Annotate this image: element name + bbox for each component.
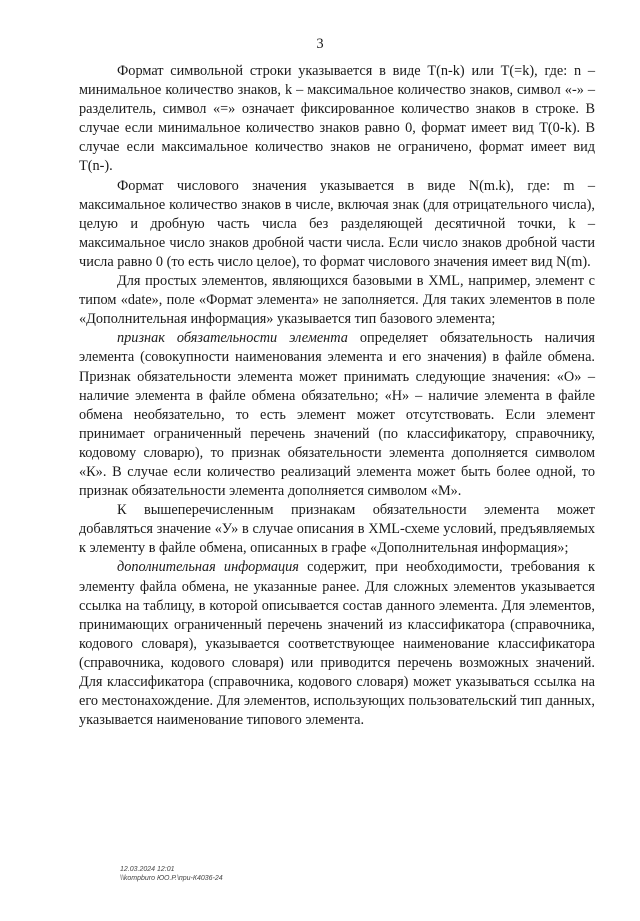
page-number: 3 [316, 36, 324, 52]
paragraph-additional-info [79, 558, 595, 730]
footer-stamp [120, 865, 223, 883]
paragraph-required-flag [79, 329, 595, 501]
paragraph-simple-elements: Для простых элементов, являющихся базовыми в XML, например, элемент с типом «date», поле «Формат элемента» не заполняется. Для таких элементов в поле «Дополнительная информация» указывается тип базового элемента; [79, 273, 595, 328]
paragraph-u-value: К вышеперечисленным признакам обязательности элемента может добавляться значение «У» в случае описания в XML-схеме условий, предъявляемых к элементу в файле обмена, описанных в графе «Дополнительная информация»; [79, 502, 595, 557]
footer-file-path: \\kompburo ЮО.Р.\при-К4036-24 [120, 875, 223, 882]
paragraph-required-flag-text: определяет обязательность наличия элемента (совокупности наименования элемента и его значения) в файле обмена. Признак обязательности элемента может принимать следующие значения: «О» – наличие элемента в файле обмена обязательно; «Н» – наличие элемента в файле обмена необязательно, то есть элемент может отсутствовать. Если элемент принимает ограниченный перечень значений (по классификатору, справочнику, кодовому словарю), то признак обязательности элемента дополняется символом «К». В случае если количество реализаций элемента может быть более одной, то признак обязательности элемента дополняется символом «М». [79, 330, 595, 500]
paragraph-numeric-format: Формат числового значения указывается в виде N(m.k), где: m – максимальное количество знаков в числе, включая знак (для отрицательного числа), целую и дробную часть числа без разделяющей десятичной точки, k – максимальное число знаков дробной части числа. Если число знаков дробной части числа равно 0 (то есть число целое), то формат числового значения имеет вид N(m). [79, 177, 595, 270]
term-additional-info: дополнительная информация [117, 559, 299, 576]
paragraph-additional-info-text: содержит, при необходимости, требования к элементу файла обмена, не указанные ранее. Для сложных элементов указывается ссылка на таблицу, в которой описывается состав данного элемента. Для элементов, принимающих ограниченный перечень значений из классификатора (справочника, кодового словаря), указывается соответствующее наименование классификатора (справочника, кодового словаря) или приводится перечень возможных значений. Для классификатора (справочника, кодового словаря) может указываться ссылка на его местонахождение. Для элементов, использующих пользовательский тип данных, указывается наименование типового элемента. [79, 559, 595, 729]
document-body [79, 62, 595, 730]
paragraph-string-format: Формат символьной строки указывается в виде T(n-k) или T(=k), где: n – минимальное количество знаков, k – максимальное количество знаков, символ «-» – разделитель, символ «=» означает фиксированное количество знаков в строке. В случае если минимальное количество знаков равно 0, формат имеет вид T(0-k). В случае если максимальное количество знаков не ограничено, формат имеет вид T(n-). [79, 63, 595, 175]
term-required-flag: признак обязательности элемента [117, 330, 348, 347]
footer-timestamp: 12.03.2024 12:01 [120, 866, 175, 873]
